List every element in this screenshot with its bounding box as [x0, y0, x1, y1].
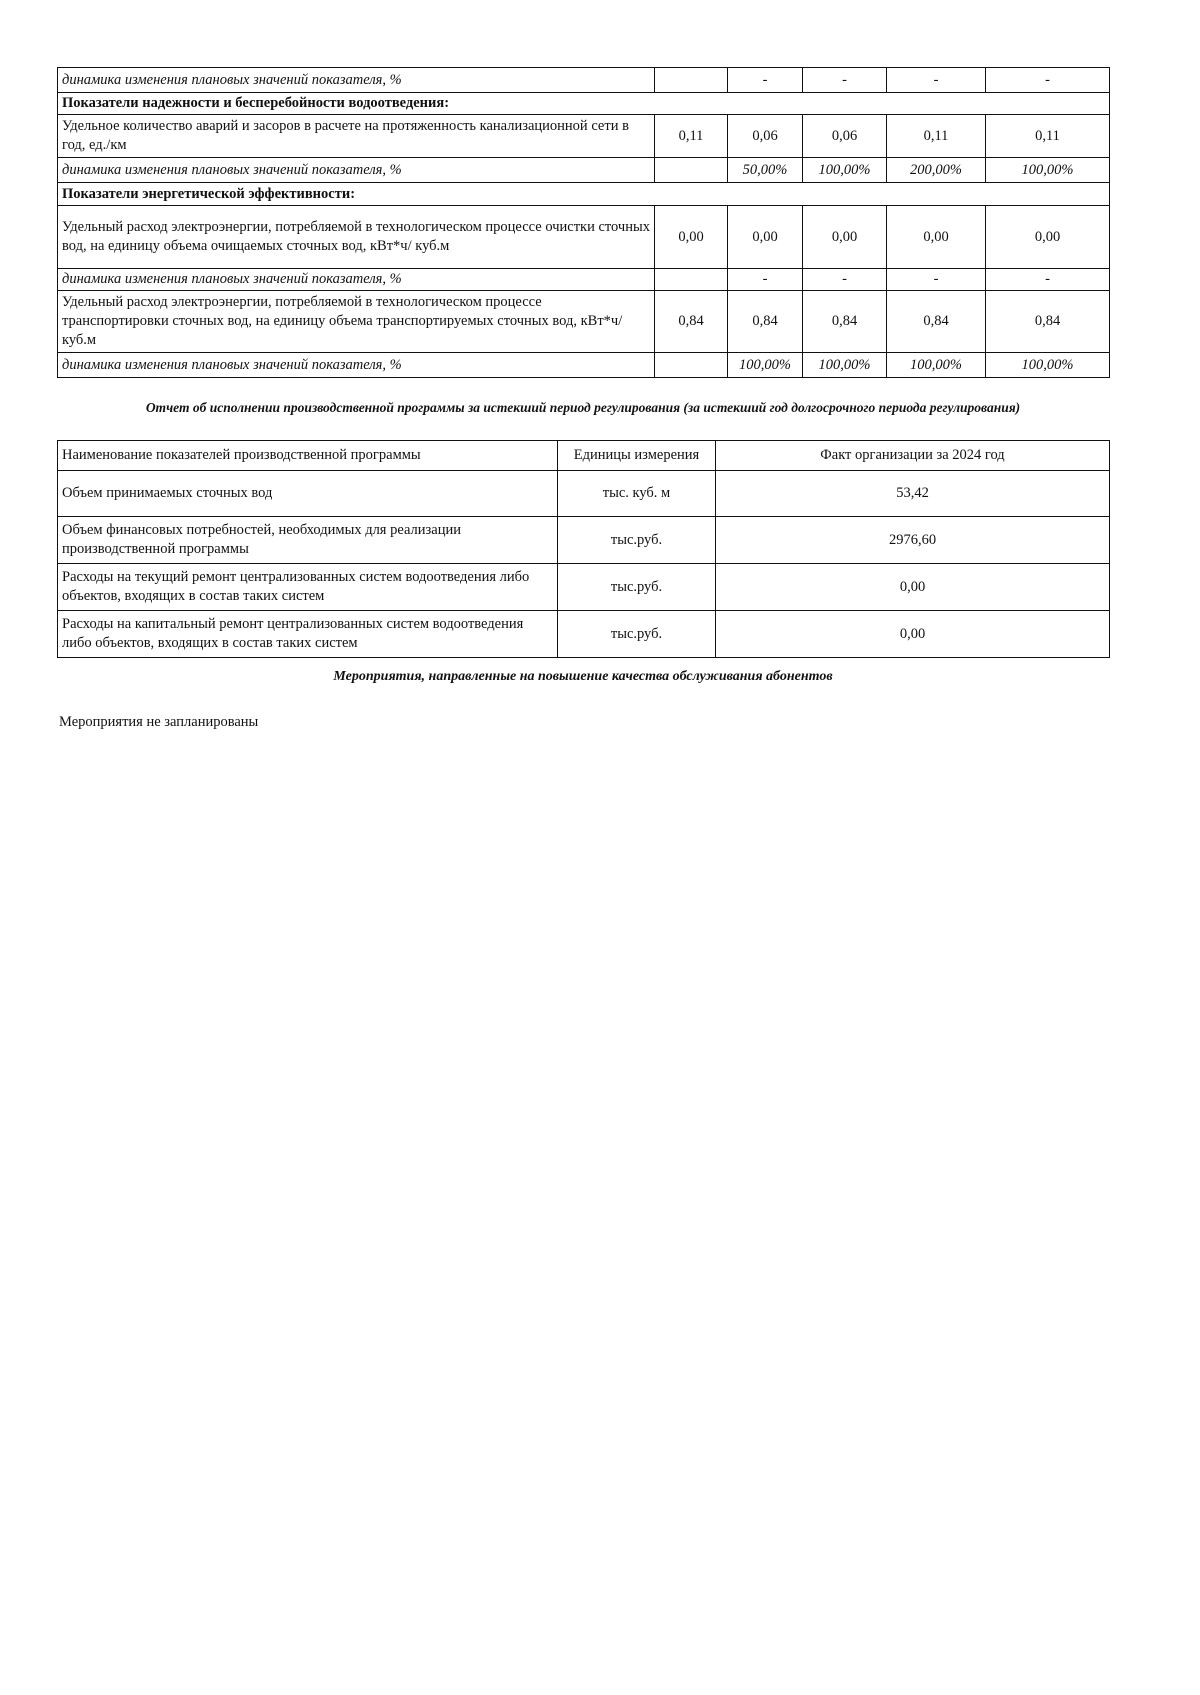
table-row [58, 115, 1110, 158]
indicators-table [57, 67, 1110, 378]
row-fact: 53,42 [716, 471, 1110, 517]
measures-caption: Мероприятия, направленные на повышение качества обслуживания абонентов [333, 669, 833, 684]
table-row [58, 611, 1110, 658]
measures-note: Мероприятия не запланированы [59, 714, 259, 730]
header-unit: Единицы измерения [558, 441, 716, 471]
value-cell: - [803, 269, 887, 291]
value-cell [655, 68, 728, 93]
value-cell: 100,00% [986, 353, 1110, 378]
value-cell: 0,00 [986, 206, 1110, 269]
value-cell: 0,84 [887, 291, 986, 353]
table-row [58, 564, 1110, 611]
value-cell: 0,84 [655, 291, 728, 353]
value-cell: - [728, 269, 803, 291]
dynamics-label: динамика изменения плановых значений показателя, % [58, 269, 655, 291]
row-fact: 0,00 [716, 564, 1110, 611]
row-unit: тыс.руб. [558, 611, 716, 658]
header-name: Наименование показателей производственной программы [58, 441, 558, 471]
value-cell [655, 353, 728, 378]
value-cell: 0,00 [803, 206, 887, 269]
indicator-label: Удельный расход электроэнергии, потребляемой в технологическом процессе очистки сточных вод, на единицу объема очищаемых сточных вод, кВт*ч/ куб.м [58, 206, 655, 269]
row-fact: 0,00 [716, 611, 1110, 658]
value-cell: 100,00% [887, 353, 986, 378]
table-row [58, 471, 1110, 517]
report-table [57, 440, 1110, 658]
value-cell: 0,00 [655, 206, 728, 269]
value-cell: - [986, 269, 1110, 291]
table-row [58, 269, 1110, 291]
value-cell: 0,84 [728, 291, 803, 353]
value-cell: 0,11 [887, 115, 986, 158]
value-cell: 100,00% [803, 353, 887, 378]
indicator-label: Удельное количество аварий и засоров в расчете на протяженность канализационной сети в год, ед./км [58, 115, 655, 158]
row-fact: 2976,60 [716, 517, 1110, 564]
section-row [58, 183, 1110, 206]
value-cell: 50,00% [728, 158, 803, 183]
value-cell: 0,11 [655, 115, 728, 158]
value-cell: - [986, 68, 1110, 93]
value-cell: 100,00% [986, 158, 1110, 183]
value-cell: 100,00% [803, 158, 887, 183]
value-cell: - [887, 269, 986, 291]
value-cell: 100,00% [728, 353, 803, 378]
dynamics-label: динамика изменения плановых значений показателя, % [58, 68, 655, 93]
row-name: Расходы на капитальный ремонт централизованных систем водоотведения либо объектов, входящих в состав таких систем [58, 611, 558, 658]
row-unit: тыс.руб. [558, 517, 716, 564]
table-row [58, 291, 1110, 353]
row-name: Объем финансовых потребностей, необходимых для реализации производственной программы [58, 517, 558, 564]
row-name: Объем принимаемых сточных вод [58, 471, 558, 517]
row-name: Расходы на текущий ремонт централизованных систем водоотведения либо объектов, входящих в состав таких систем [58, 564, 558, 611]
section-title: Показатели энергетической эффективности: [58, 183, 1110, 206]
header-fact: Факт организации за 2024 год [716, 441, 1110, 471]
value-cell: - [803, 68, 887, 93]
value-cell: 0,84 [803, 291, 887, 353]
dynamics-label: динамика изменения плановых значений показателя, % [58, 158, 655, 183]
value-cell: - [728, 68, 803, 93]
table-row [58, 517, 1110, 564]
row-unit: тыс. куб. м [558, 471, 716, 517]
row-unit: тыс.руб. [558, 564, 716, 611]
table-row [58, 206, 1110, 269]
value-cell: 0,06 [803, 115, 887, 158]
value-cell [655, 158, 728, 183]
value-cell: 0,84 [986, 291, 1110, 353]
section-title: Показатели надежности и бесперебойности водоотведения: [58, 93, 1110, 115]
report-caption: Отчет об исполнении производственной программы за истекший период регулирования (за истекший год долгосрочного периода регулирования) [145, 400, 1021, 415]
value-cell: 0,00 [887, 206, 986, 269]
indicators-table-body [58, 68, 1110, 378]
section-row [58, 93, 1110, 115]
value-cell: 0,11 [986, 115, 1110, 158]
value-cell: 200,00% [887, 158, 986, 183]
table-header-row [58, 441, 1110, 471]
dynamics-label: динамика изменения плановых значений показателя, % [58, 353, 655, 378]
indicator-label: Удельный расход электроэнергии, потребляемой в технологическом процессе транспортировки сточных вод, на единицу объема транспортируемых сточных вод, кВт*ч/ куб.м [58, 291, 655, 353]
table-row [58, 68, 1110, 93]
value-cell [655, 269, 728, 291]
table-row [58, 353, 1110, 378]
value-cell: 0,06 [728, 115, 803, 158]
table-row [58, 158, 1110, 183]
value-cell: 0,00 [728, 206, 803, 269]
value-cell: - [887, 68, 986, 93]
